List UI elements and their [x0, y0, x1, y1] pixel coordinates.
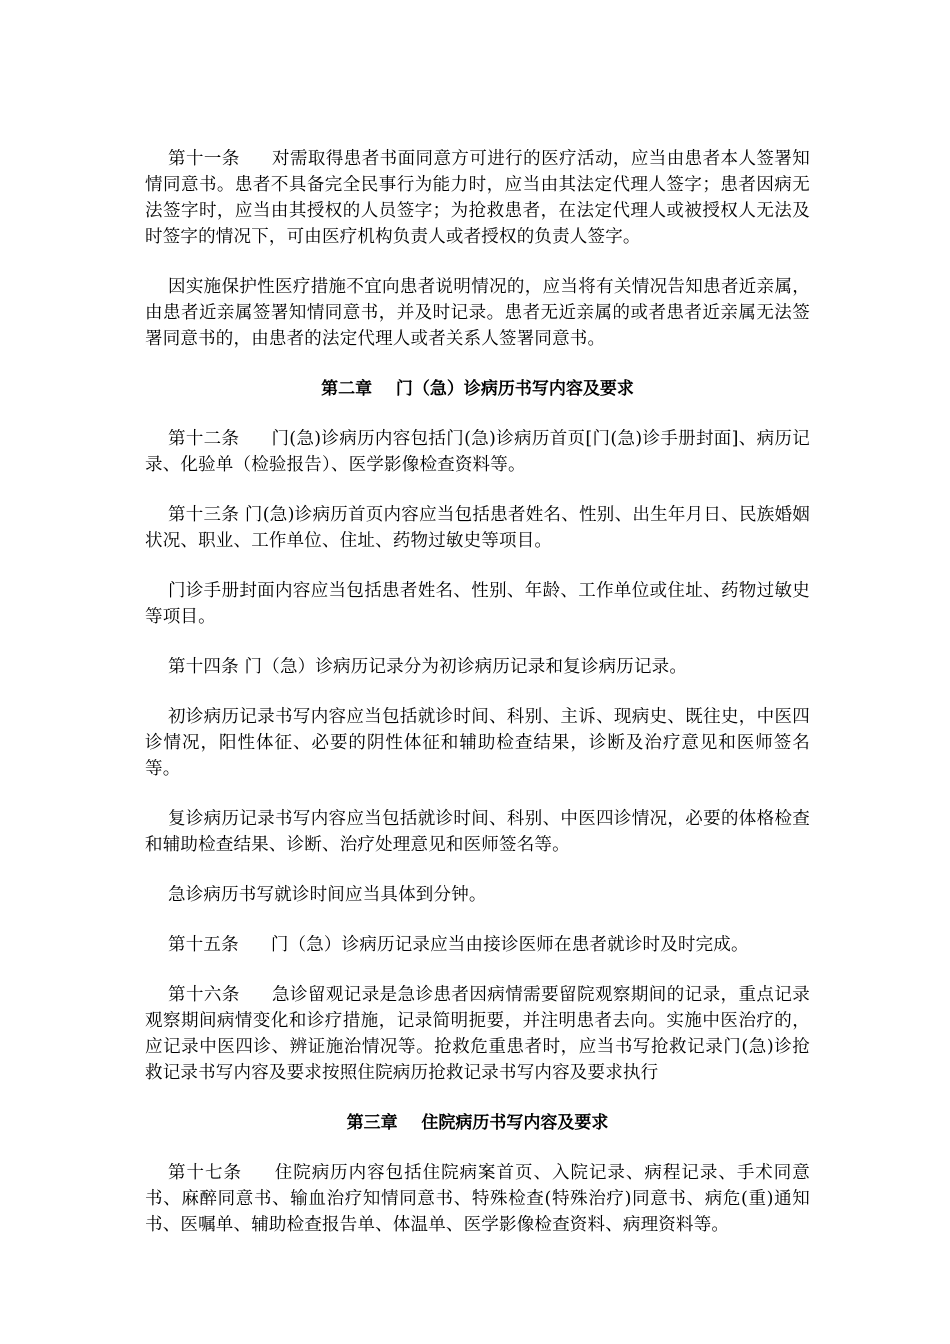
article-14-paragraph: 第十四条 门（急）诊病历记录分为初诊病历记录和复诊病历记录。	[168, 657, 688, 677]
article-13-paragraph: 第十三条 门(急)诊病历首页内容应当包括患者姓名、性别、出生年月日、民族婚姻状况、职业、工作单位、住址、药物过敏史等项目。	[145, 505, 810, 551]
chapter-2-label: 第二章	[321, 379, 373, 399]
article-12-paragraph	[145, 426, 810, 478]
article-15-text: 门（急）诊病历记录应当由接诊医师在患者就诊时及时完成。	[270, 935, 749, 955]
chapter-3-label: 第三章	[346, 1113, 398, 1133]
chapter-2-heading	[145, 376, 810, 402]
article-15-paragraph	[145, 932, 810, 958]
document-page	[145, 146, 810, 1262]
article-15-label: 第十五条	[168, 935, 239, 955]
article-14-paragraph-2: 初诊病历记录书写内容应当包括就诊时间、科别、主诉、现病史、既往史，中医四诊情况，阳性体征、必要的阴性体征和辅助检查结果，诊断及治疗意见和医师签名等。	[145, 707, 810, 779]
article-16-text: 急诊留观记录是急诊患者因病情需要留院观察期间的记录，重点记录观察期间病情变化和诊疗措施，记录简明扼要，并注明患者去向。实施中医治疗的，应记录中医四诊、辨证施治情况等。抢救危重患者时，应当书写抢救记录门(急)诊抢救记录书写内容及要求按照住院病历抢救记录书写内容及要求执行	[145, 985, 810, 1083]
article-14-paragraph-3: 复诊病历记录书写内容应当包括就诊时间、科别、中医四诊情况，必要的体格检查和辅助检查结果、诊断、治疗处理意见和医师签名等。	[145, 809, 810, 855]
article-11-paragraph-2: 因实施保护性医疗措施不宜向患者说明情况的，应当将有关情况告知患者近亲属，由患者近亲属签署知情同意书，并及时记录。患者无近亲属的或者患者近亲属无法签署同意书的，由患者的法定代理人或者关系人签署同意书。	[145, 277, 810, 349]
article-17-paragraph	[145, 1160, 810, 1238]
article-12-text: 门(急)诊病历内容包括门(急)诊病历首页[门(急)诊手册封面]、病历记录、化验单（检验报告）、医学影像检查资料等。	[145, 429, 810, 475]
article-14-paragraph-4: 急诊病历书写就诊时间应当具体到分钟。	[168, 885, 487, 905]
chapter-3-title: 住院病历书写内容及要求	[421, 1113, 609, 1133]
article-17-label: 第十七条	[168, 1163, 242, 1183]
chapter-3-heading	[145, 1110, 810, 1136]
article-11-label: 第十一条	[168, 149, 240, 169]
article-12-label: 第十二条	[168, 429, 240, 449]
article-13-paragraph-2: 门诊手册封面内容应当包括患者姓名、性别、年龄、工作单位或住址、药物过敏史等项目。	[145, 581, 810, 627]
article-16-paragraph	[145, 982, 810, 1086]
chapter-2-title: 门（急）诊病历书写内容及要求	[395, 379, 634, 399]
article-17-text: 住院病历内容包括住院病案首页、入院记录、病程记录、手术同意书、麻醉同意书、输血治疗知情同意书、特殊检查(特殊治疗)同意书、病危(重)通知书、医嘱单、辅助检查报告单、体温单、医学影像检查资料、病理资料等。	[145, 1163, 810, 1235]
article-16-label: 第十六条	[168, 985, 240, 1005]
article-11-paragraph	[145, 146, 810, 250]
article-11-text: 对需取得患者书面同意方可进行的医疗活动，应当由患者本人签署知情同意书。患者不具备完全民事行为能力时，应当由其法定代理人签字；患者因病无法签字时，应当由其授权的人员签字；为抢救患者，在法定代理人或被授权人无法及时签字的情况下，可由医疗机构负责人或者授权的负责人签字。	[145, 149, 810, 247]
